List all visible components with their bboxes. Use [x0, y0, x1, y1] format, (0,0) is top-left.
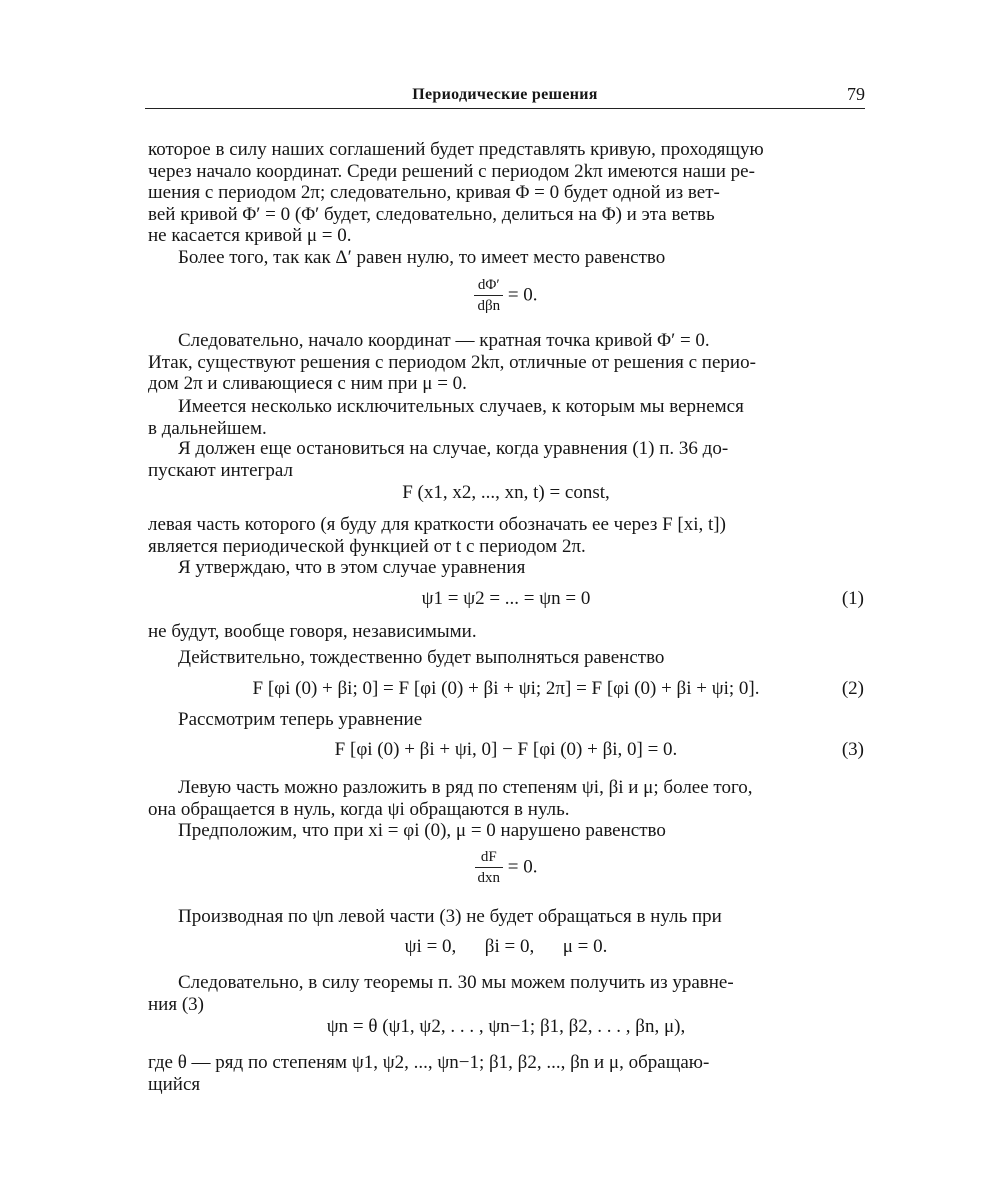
text-line: Действительно, тождественно будет выполняться равенство — [178, 647, 665, 668]
equation-text: F (x1, x2, ..., xn, t) = const, — [402, 482, 610, 503]
paragraph-1 — [148, 139, 864, 247]
text-line: Предположим, что при xi = φi (0), μ = 0 нарушено равенство — [178, 820, 666, 841]
text-line: она обращается в нуль, когда ψi обращаются в нуль. — [148, 798, 570, 820]
running-header — [145, 84, 865, 109]
equation-1 — [148, 588, 864, 610]
text-line: Имеется несколько исключительных случаев, к которым мы вернемся — [178, 396, 744, 417]
equation-number: (1) — [841, 588, 864, 609]
text-line: щийся — [148, 1073, 201, 1095]
paragraph-7 — [148, 557, 864, 579]
paragraph-14 — [148, 972, 864, 1015]
paragraph-4 — [148, 396, 864, 439]
equation-tail: = 0. — [507, 284, 538, 306]
text-line: не касается кривой μ = 0. — [148, 225, 352, 246]
equation-2 — [148, 678, 864, 700]
page-number: 79 — [847, 84, 865, 104]
text-line: Я должен еще остановиться на случае, когда уравнения (1) п. 36 до- — [178, 438, 729, 459]
text-line: пускают интеграл — [148, 459, 293, 481]
equation-tail: = 0. — [507, 856, 538, 878]
text-line: где θ — ряд по степеням ψ1, ψ2, ..., ψn−1; β1, β2, ..., βn и μ, обращаю- — [148, 1052, 710, 1073]
paragraph-9 — [148, 647, 864, 669]
text-line: левая часть которого (я буду для краткости обозначать ее через F [xi, t]) — [148, 514, 726, 535]
running-title: Периодические решения — [412, 86, 598, 103]
fraction-denominator: dβn — [477, 298, 501, 314]
fraction — [475, 848, 504, 887]
equation-text: ψi = 0, βi = 0, μ = 0. — [404, 936, 608, 957]
paragraph-5 — [148, 438, 864, 481]
equation-dF — [148, 848, 864, 887]
text-line: через начало координат. Среди решений с периодом 2kπ имеются наши ре- — [148, 160, 755, 182]
paragraph-12 — [148, 820, 864, 842]
text-line: в дальнейшем. — [148, 417, 267, 439]
paragraph-15 — [148, 1052, 864, 1095]
text-line: Рассмотрим теперь уравнение — [178, 709, 423, 730]
equation-3 — [148, 739, 864, 761]
text-line: Я утверждаю, что в этом случае уравнения — [178, 557, 526, 578]
paragraph-8 — [148, 621, 864, 643]
equation-text: F [φi (0) + βi; 0] = F [φi (0) + βi + ψi; 2π] = F [φi (0) + βi + ψi; 0]. — [252, 678, 760, 699]
text-line: дом 2π и сливающиеся с ним при μ = 0. — [148, 373, 467, 394]
text-line: вей кривой Φ′ = 0 (Φ′ будет, следовательно, делиться на Φ) и эта ветвь — [148, 203, 715, 225]
paragraph-3 — [148, 330, 864, 395]
equation-zero — [148, 936, 864, 958]
text-line: Следовательно, начало координат — кратная точка кривой Φ′ = 0. — [178, 330, 710, 351]
text-line: не будут, вообще говоря, независимыми. — [148, 621, 477, 642]
paragraph-13 — [148, 906, 864, 928]
fraction-numerator: dΦ′ — [474, 276, 503, 296]
text-line: Более того, так как Δ′ равен нулю, то имеет место равенство — [178, 247, 666, 268]
text-line: которое в силу наших соглашений будет представлять кривую, проходящую — [148, 139, 764, 160]
equation-text: ψ1 = ψ2 = ... = ψn = 0 — [421, 588, 591, 609]
equation-text: F [φi (0) + βi + ψi, 0] − F [φi (0) + βi, 0] = 0. — [334, 739, 678, 760]
paragraph-6 — [148, 514, 864, 557]
fraction — [474, 276, 503, 315]
equation-number: (3) — [841, 739, 864, 760]
text-line: шения с периодом 2π; следовательно, кривая Φ = 0 будет одной из вет- — [148, 182, 720, 203]
fraction-denominator: dxn — [477, 870, 501, 886]
fraction-numerator: dF — [475, 848, 504, 868]
paragraph-10 — [148, 709, 864, 731]
equation-integral — [148, 482, 864, 504]
text-line: Производная по ψn левой части (3) не будет обращаться в нуль при — [178, 906, 722, 927]
text-line: ния (3) — [148, 993, 204, 1015]
text-line: является периодической функцией от t с периодом 2π. — [148, 535, 586, 557]
equation-dphi — [148, 276, 864, 315]
paragraph-2 — [148, 247, 864, 269]
equation-text: ψn = θ (ψ1, ψ2, . . . , ψn−1; β1, β2, . . . , βn, μ), — [326, 1016, 686, 1037]
text-line: Итак, существуют решения с периодом 2kπ, отличные от решения с перио- — [148, 351, 756, 373]
paragraph-11 — [148, 777, 864, 820]
text-line: Следовательно, в силу теоремы п. 30 мы можем получить из уравне- — [178, 972, 734, 993]
equation-number: (2) — [841, 678, 864, 699]
equation-theta — [148, 1016, 864, 1038]
text-line: Левую часть можно разложить в ряд по степеням ψi, βi и μ; более того, — [178, 777, 753, 798]
